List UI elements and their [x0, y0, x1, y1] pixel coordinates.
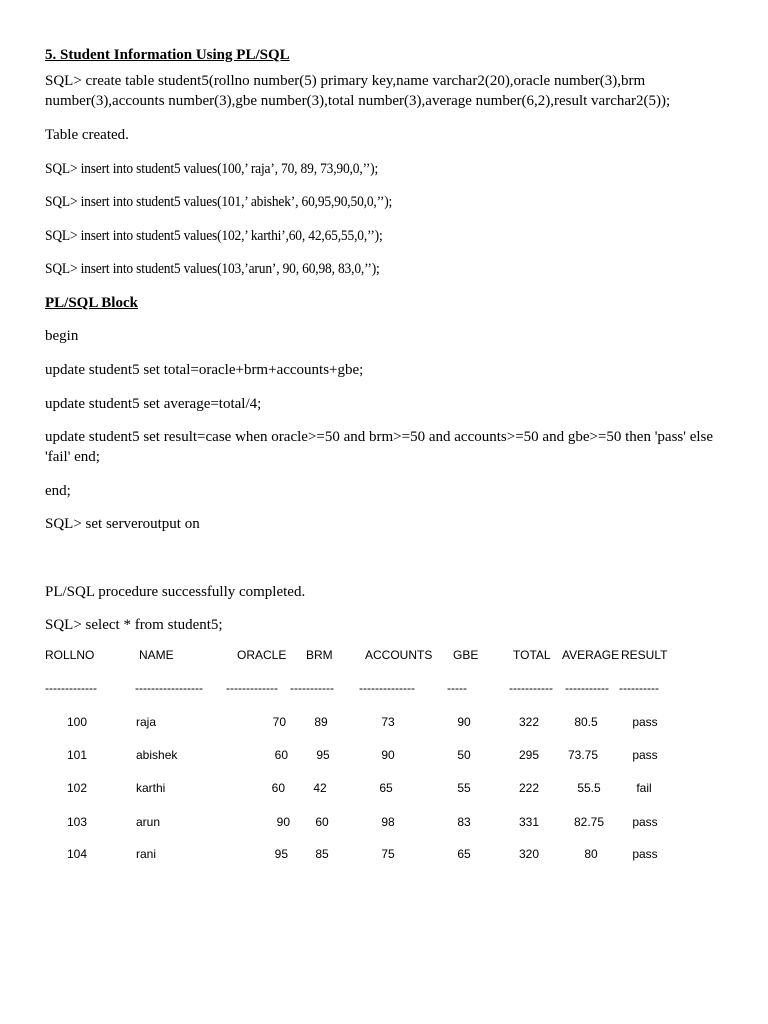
cell-total: 222: [518, 781, 540, 795]
update-total-statement: update student5 set total=oracle+brm+accounts+gbe;: [45, 362, 364, 378]
cell-average: 80.5: [574, 715, 598, 729]
table-header-row: [0, 645, 768, 665]
cell-name: rani: [136, 847, 157, 861]
cell-brm: 42: [313, 781, 327, 795]
cell-gbe: 90: [457, 715, 471, 729]
cell-brm: 60: [315, 815, 329, 829]
column-header: ROLLNO: [45, 648, 95, 662]
section-title: 5. Student Information Using PL/SQL: [45, 47, 290, 63]
column-header: RESULT: [621, 648, 668, 662]
column-header: BRM: [306, 648, 333, 662]
serveroutput-statement: SQL> set serveroutput on: [45, 516, 200, 532]
cell-result: pass: [632, 748, 658, 762]
cell-oracle: 60: [271, 781, 285, 795]
column-header: ORACLE: [237, 648, 287, 662]
insert-statement: SQL> insert into student5 values(103,’arun’, 90, 60,98, 83,0,’’);: [45, 261, 380, 277]
divider-dashes: -------------: [226, 681, 278, 695]
cell-result: pass: [632, 847, 658, 861]
cell-result: fail: [636, 781, 652, 795]
table-row: [0, 812, 768, 832]
cell-average: 82.75: [573, 815, 605, 829]
column-header: TOTAL: [513, 648, 551, 662]
divider-dashes: -----: [447, 681, 467, 695]
cell-total: 331: [518, 815, 540, 829]
column-header: GBE: [453, 648, 479, 662]
end-keyword: end;: [45, 483, 71, 499]
divider-dashes: -----------: [565, 681, 609, 695]
begin-keyword: begin: [45, 328, 79, 344]
cell-accounts: 90: [381, 748, 395, 762]
divider-dashes: -------------: [45, 681, 97, 695]
cell-rollno: 102: [66, 781, 88, 795]
cell-name: raja: [136, 715, 157, 729]
plsql-block-heading: PL/SQL Block: [45, 295, 138, 311]
cell-accounts: 73: [381, 715, 395, 729]
cell-name: karthi: [136, 781, 166, 795]
insert-statement: SQL> insert into student5 values(100,’ raja’, 70, 89, 73,90,0,’’);: [45, 161, 379, 177]
table-row: [0, 712, 768, 732]
cell-gbe: 65: [457, 847, 471, 861]
divider-dashes: --------------: [359, 681, 415, 695]
column-header: AVERAGE: [562, 648, 620, 662]
cell-average: 55.5: [577, 781, 601, 795]
table-created-message: Table created.: [45, 127, 129, 143]
table-row: [0, 745, 768, 765]
cell-total: 320: [518, 847, 540, 861]
cell-rollno: 101: [66, 748, 88, 762]
cell-gbe: 55: [457, 781, 471, 795]
completed-message: PL/SQL procedure successfully completed.: [45, 584, 306, 600]
cell-brm: 95: [316, 748, 330, 762]
cell-rollno: 104: [66, 847, 88, 861]
insert-statement: SQL> insert into student5 values(102,’ karthi’,60, 42,65,55,0,’’);: [45, 228, 383, 244]
column-header: ACCOUNTS: [365, 648, 433, 662]
update-result-statement: update student5 set result=case when oracle>=50 and brm>=50 and accounts>=50 and gbe>=50 then 'pass' else 'fail' end;: [45, 429, 714, 465]
column-header: NAME: [139, 648, 174, 662]
cell-result: pass: [632, 815, 658, 829]
cell-total: 295: [518, 748, 540, 762]
cell-rollno: 100: [66, 715, 88, 729]
select-statement: SQL> select * from student5;: [45, 617, 223, 633]
cell-rollno: 103: [66, 815, 88, 829]
divider-dashes: ----------: [619, 681, 659, 695]
cell-accounts: 65: [379, 781, 393, 795]
cell-oracle: 90: [276, 815, 290, 829]
cell-average: 73.75: [567, 748, 599, 762]
cell-oracle: 95: [274, 847, 288, 861]
cell-oracle: 70: [272, 715, 286, 729]
divider-dashes: -----------: [290, 681, 334, 695]
cell-brm: 89: [314, 715, 328, 729]
table-row: [0, 844, 768, 864]
cell-average: 80: [584, 847, 598, 861]
cell-accounts: 98: [381, 815, 395, 829]
cell-name: arun: [136, 815, 161, 829]
divider-dashes: -----------------: [135, 681, 203, 695]
cell-name: abishek: [136, 748, 178, 762]
cell-result: pass: [632, 715, 658, 729]
cell-brm: 85: [315, 847, 329, 861]
cell-gbe: 50: [457, 748, 471, 762]
cell-total: 322: [518, 715, 540, 729]
divider-dashes: -----------: [509, 681, 553, 695]
create-table-statement: SQL> create table student5(rollno number(5) primary key,name varchar2(20),oracle number(3),brm number(3),accounts number(3),gbe number(3),total number(3),average number(6,2),result varchar2(5));: [45, 73, 671, 109]
insert-statement: SQL> insert into student5 values(101,’ abishek’, 60,95,90,50,0,’’);: [45, 194, 393, 210]
update-average-statement: update student5 set average=total/4;: [45, 396, 262, 412]
table-divider-row: [0, 678, 768, 698]
cell-gbe: 83: [457, 815, 471, 829]
table-row: [0, 778, 768, 798]
cell-accounts: 75: [381, 847, 395, 861]
cell-oracle: 60: [274, 748, 288, 762]
